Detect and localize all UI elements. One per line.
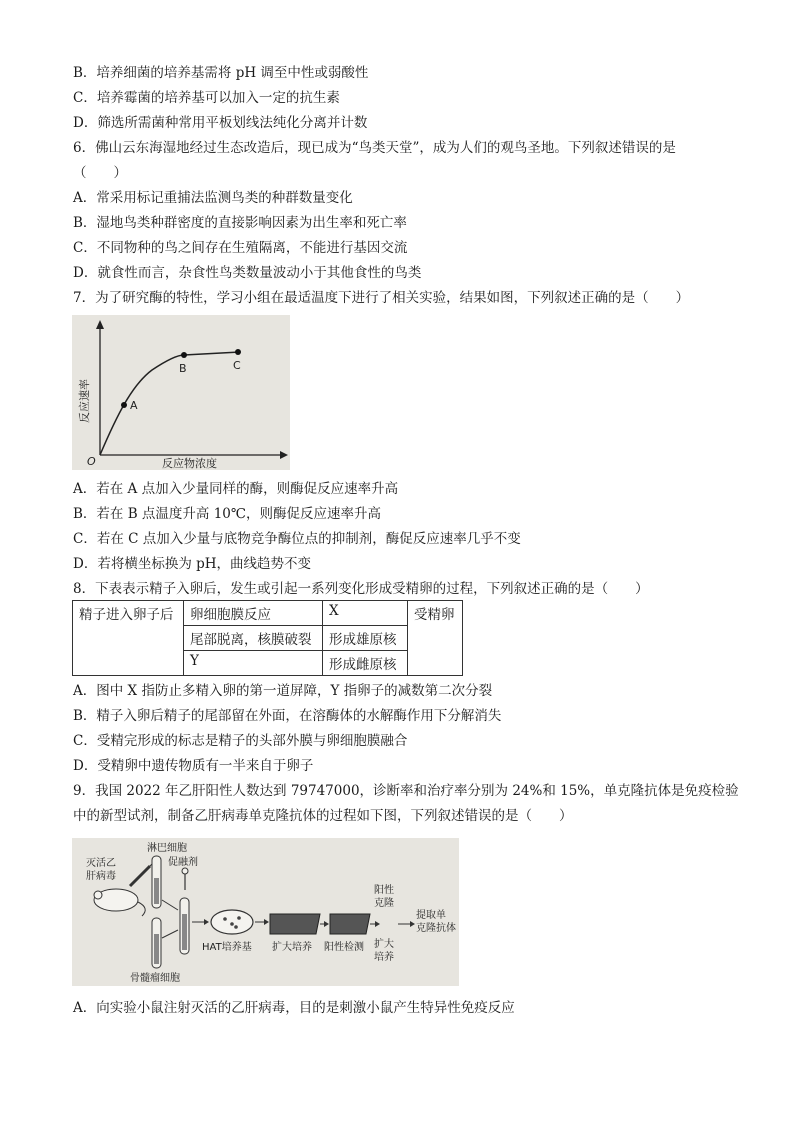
well-plate-expand-icon [270, 914, 320, 934]
enzyme-rate-graph-svg [72, 315, 290, 470]
q8-option-a: A．图中 X 指防止多精入卵的第一道屏障，Y 指卵子的减数第二次分裂 [73, 683, 493, 699]
rate-curve [100, 352, 240, 455]
fusion-label: 促融剂 [168, 857, 198, 868]
q7-option-a: A．若在 A 点加入少量同样的酶，则酶促反应速率升高 [73, 481, 399, 497]
detect-label: 阳性检测 [324, 942, 364, 953]
point-b-label: B [179, 362, 187, 375]
table-cell-y: Y [184, 651, 323, 676]
q5-option-c: C．培养霉菌的培养基可以加入一定的抗生素 [73, 90, 340, 106]
monoclonal-antibody-flow [72, 838, 459, 986]
clone-label-1: 阳性 [374, 885, 394, 896]
origin-label: O [87, 455, 96, 468]
arrow-myeloma-to-fused [162, 930, 178, 938]
extract-label-1: 提取单 [416, 910, 446, 921]
q6-option-d: D．就食性而言，杂食性鸟类数量波动小于其他食性的鸟类 [73, 265, 422, 281]
q6-blank: （ ） [73, 165, 127, 181]
arrow-to-clone-head [375, 921, 380, 927]
expand-label: 扩大培养 [272, 942, 312, 953]
q9-stem-line2: 中的新型试剂，制备乙肝病毒单克隆抗体的过程如下图，下列叙述错误的是（ ） [73, 808, 573, 824]
colony-icon [223, 917, 227, 921]
arrow-lymph-to-fused [162, 900, 178, 910]
table-cell-x: X [323, 601, 408, 626]
colony-icon [237, 916, 241, 920]
q7-stem: 7．为了研究酶的特性，学习小组在最适温度下进行了相关实验，结果如图，下列叙述正确的是（ ） [73, 290, 690, 306]
point-c-label: C [233, 359, 241, 372]
x-axis-arrow [280, 451, 288, 459]
well-plate-detect-icon [330, 914, 370, 934]
q8-option-c: C．受精完形成的标志是精子的头部外膜与卵细胞膜融合 [73, 733, 408, 749]
colony-icon [230, 922, 234, 926]
q9-stem-line1: 9．我国 2022 年乙肝阳性人数达到 79747000，诊断率和治疗率分别为 24%和 15%，单克隆抗体是免疫检验 [73, 783, 739, 799]
point-c [235, 349, 241, 355]
clone-label-4: 培养 [374, 952, 394, 963]
fused-cells-icon [182, 914, 187, 950]
syringe-icon [130, 866, 150, 886]
q7-option-c: C．若在 C 点加入少量与底物竞争酶位点的抑制剂，酶促反应速率几乎不变 [73, 531, 521, 547]
myeloma-cells-icon [154, 934, 159, 964]
q6-option-c: C．不同物种的鸟之间存在生殖隔离，不能进行基因交流 [73, 240, 408, 256]
inject-label-2: 肝病毒 [86, 871, 116, 882]
point-b [181, 352, 187, 358]
q7-option-b: B．若在 B 点温度升高 10℃，则酶促反应速率升高 [73, 506, 381, 522]
mouse-ear-icon [94, 891, 102, 899]
arrow-to-detect-head [324, 921, 329, 927]
extract-label-2: 克隆抗体 [416, 923, 456, 934]
monoclonal-flow-svg [72, 838, 459, 986]
arrow-to-expand-head [264, 919, 269, 925]
q8-option-b: B．精子入卵后精子的尾部留在外面，在溶酶体的水解酶作用下分解消失 [73, 708, 502, 724]
table-cell-zygote: 受精卵 [408, 601, 463, 676]
x-axis-label: 反应物浓度 [162, 457, 217, 470]
q6-option-a: A．常采用标记重捕法监测鸟类的种群数量变化 [73, 190, 353, 206]
mouse-tail-icon [138, 902, 145, 916]
table-cell-sperm-enters: 精子进入卵子后 [73, 601, 184, 676]
point-a-label: A [130, 399, 138, 412]
clone-label-2: 克隆 [374, 898, 394, 909]
q5-option-d: D．筛选所需菌种常用平板划线法纯化分离并计数 [73, 115, 368, 131]
arrow-to-extract-head [410, 921, 415, 927]
q6-option-b: B．湿地鸟类种群密度的直接影响因素为出生率和死亡率 [73, 215, 407, 231]
y-axis-label: 反应速率 [78, 379, 91, 423]
y-axis-arrow [96, 320, 104, 329]
table-cell-male-pronucleus: 形成雄原核 [323, 626, 408, 651]
arrow-to-dish-head [204, 919, 209, 925]
table-cell-tail-detach: 尾部脱离，核膜破裂 [184, 626, 323, 651]
table-cell-female-pronucleus: 形成雌原核 [323, 651, 408, 676]
q9-option-a: A．向实验小鼠注射灭活的乙肝病毒，目的是刺激小鼠产生特异性免疫反应 [73, 1000, 515, 1016]
q8-stem: 8．下表表示精子入卵后，发生或引起一系列变化形成受精卵的过程，下列叙述正确的是（ ） [73, 581, 649, 597]
lymph-cells-icon [154, 878, 159, 904]
q7-option-d: D．若将横坐标换为 pH，曲线趋势不变 [73, 556, 312, 572]
clone-label-3: 扩大 [374, 939, 394, 950]
enzyme-rate-graph [72, 315, 290, 470]
hat-label: HAT培养基 [202, 942, 252, 953]
myeloma-label: 骨髓瘤细胞 [130, 973, 180, 984]
lymph-label: 淋巴细胞 [147, 843, 187, 854]
dropper-bulb-icon [182, 868, 188, 874]
q5-option-b: B．培养细菌的培养基需将 pH 调至中性或弱酸性 [73, 65, 369, 81]
table-cell-membrane-reaction: 卵细胞膜反应 [184, 601, 323, 626]
fertilization-table [72, 600, 463, 676]
inject-label-1: 灭活乙 [86, 858, 116, 869]
q8-option-d: D．受精卵中遗传物质有一半来自于卵子 [73, 758, 314, 774]
petri-dish-icon [211, 910, 253, 934]
point-a [121, 402, 127, 408]
q6-stem: 6．佛山云东海湿地经过生态改造后，现已成为“鸟类天堂”，成为人们的观鸟圣地。下列叙述错误的是 [73, 140, 676, 156]
colony-icon [234, 925, 238, 929]
